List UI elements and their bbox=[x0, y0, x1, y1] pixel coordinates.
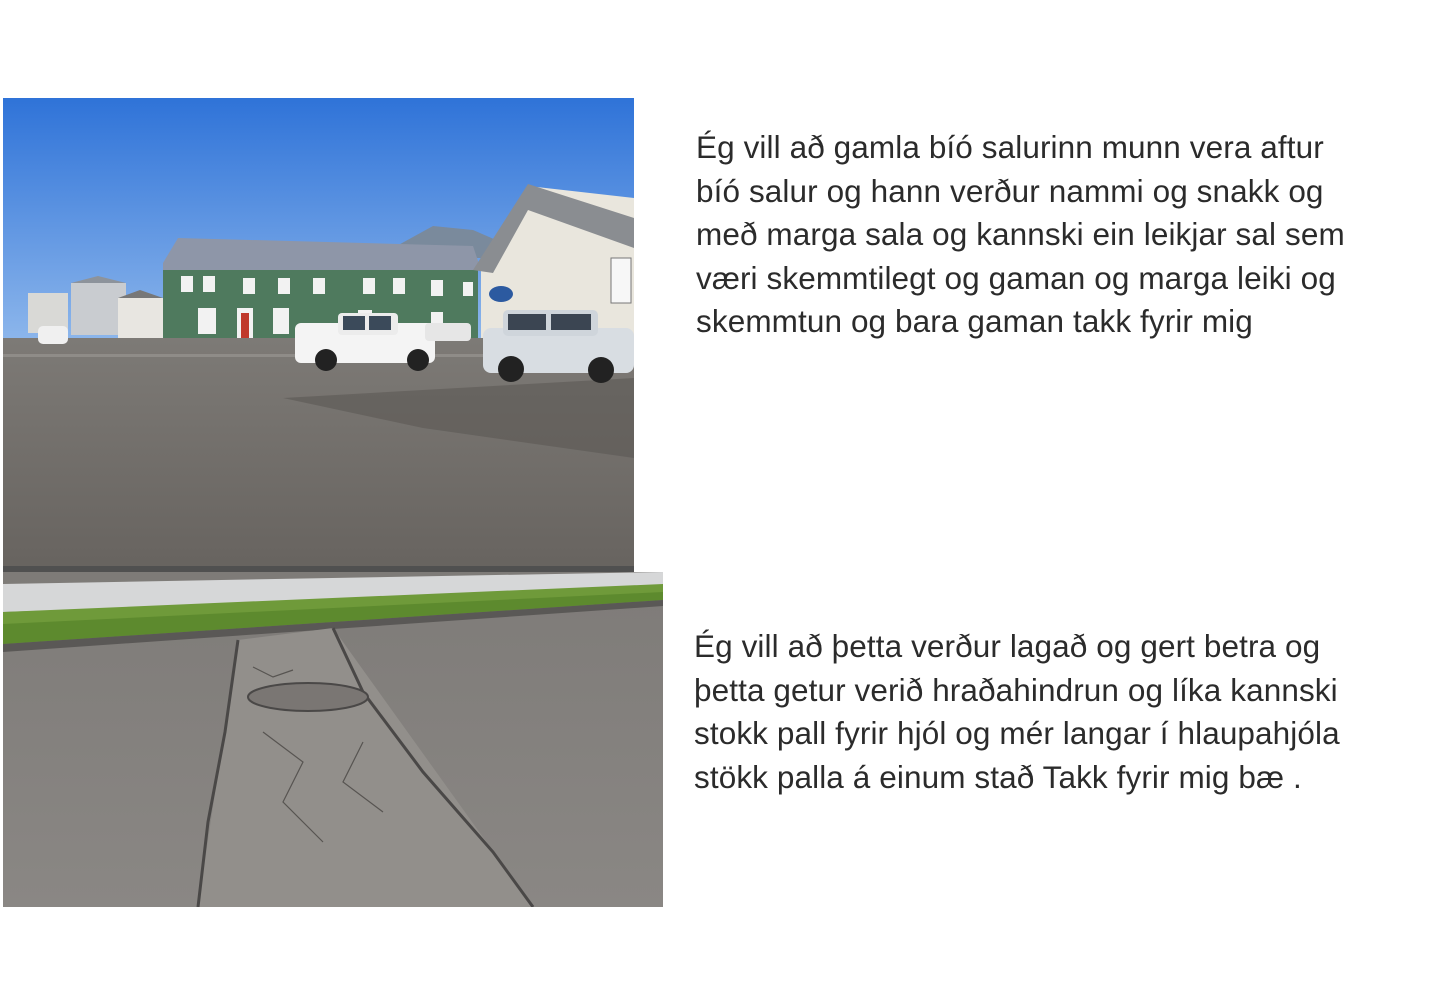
cracked-road-illustration bbox=[3, 572, 663, 907]
note-cinema-wish bbox=[696, 126, 1446, 344]
note-line: væri skemmtilegt og gaman og marga leiki og bbox=[696, 259, 1336, 296]
note-line: með marga sala og kannski ein leikjar sal sem bbox=[696, 216, 1345, 252]
photo-town-square-cinema bbox=[3, 98, 634, 574]
note-line: skemmtun og bara gaman takk fyrir mig bbox=[696, 303, 1253, 339]
note-line: bíó salur og hann verður nammi og snakk og bbox=[696, 172, 1324, 209]
note-line: þetta getur verið hraðahindrun og líka kannski bbox=[694, 671, 1338, 708]
town-square-illustration bbox=[3, 98, 634, 574]
note-road-wish bbox=[694, 625, 1444, 799]
note-line: stokk pall fyrir hjól og mér langar í hlaupahjóla bbox=[694, 715, 1340, 751]
note-line: Ég vill að þetta verður lagað og gert betra og bbox=[694, 628, 1321, 664]
photo-cracked-road bbox=[3, 572, 663, 907]
note-line: Ég vill að gamla bíó salurinn munn vera aftur bbox=[696, 129, 1324, 165]
note-line: stökk palla á einum stað Takk fyrir mig bæ . bbox=[694, 758, 1302, 795]
